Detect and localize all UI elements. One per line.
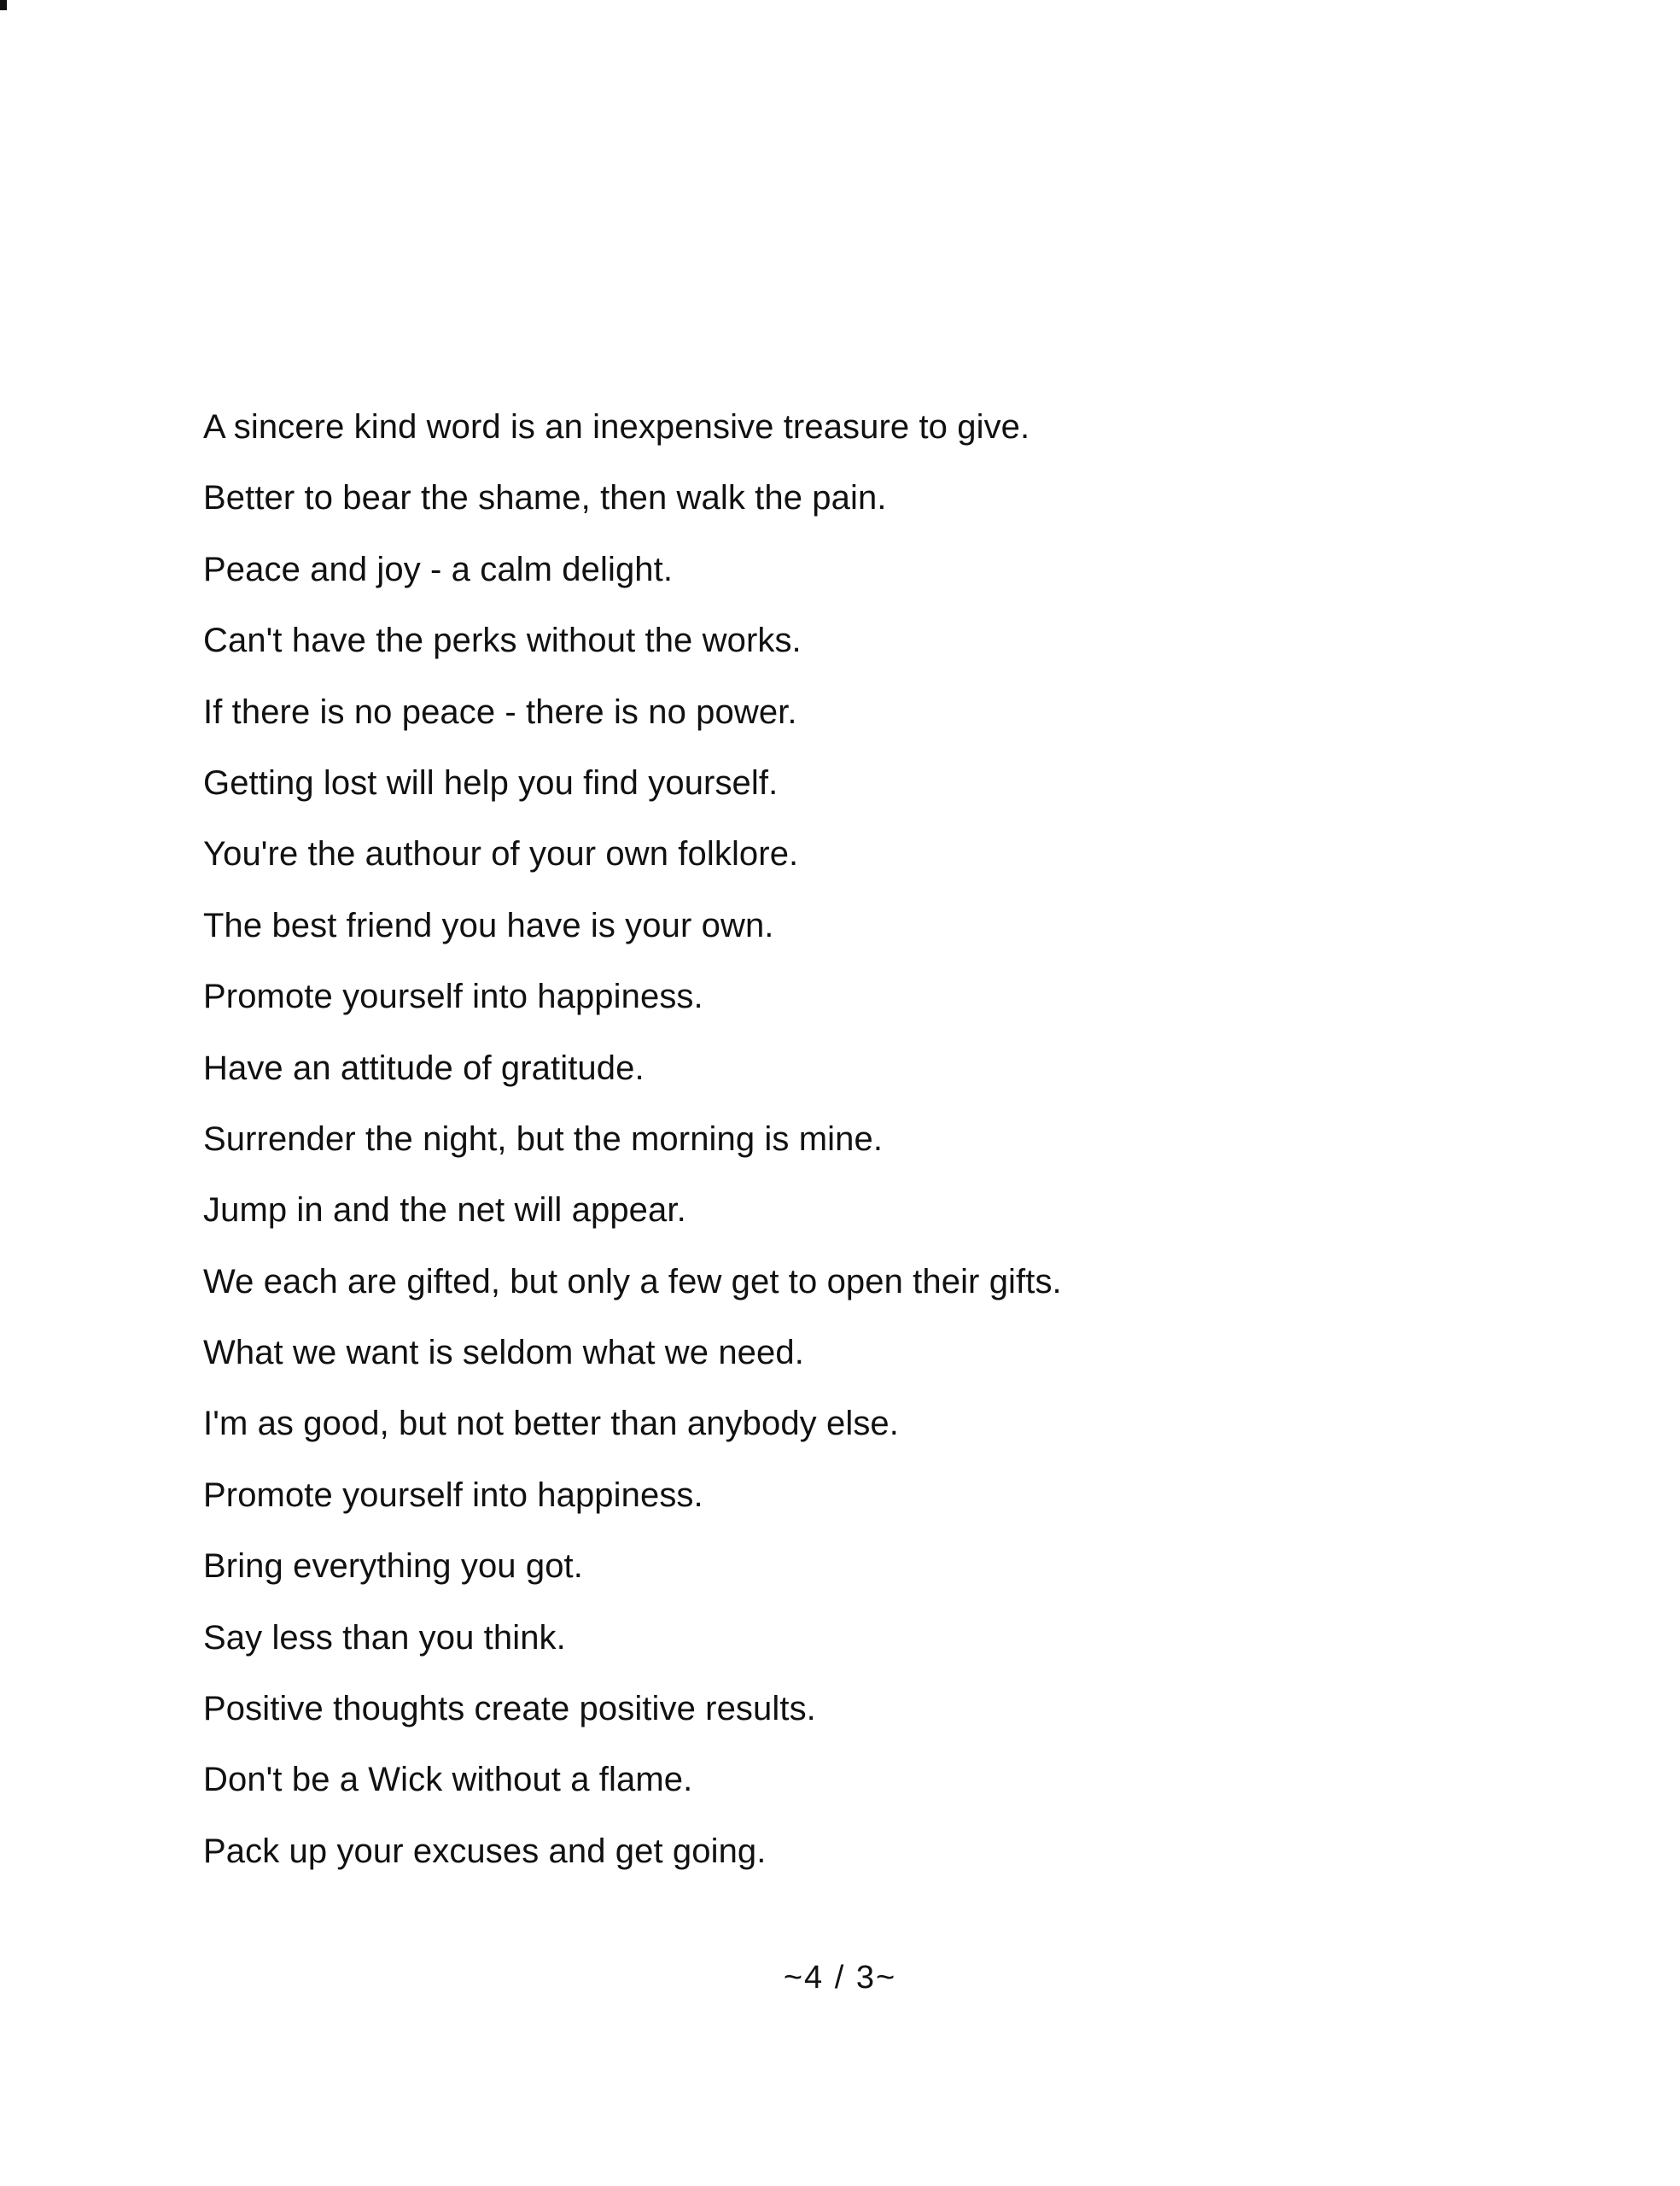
saying-line: Say less than you think. xyxy=(203,1618,566,1657)
saying-line: Getting lost will help you find yourself. xyxy=(203,763,779,802)
saying-line: You're the authour of your own folklore. xyxy=(203,835,799,874)
saying-line: Positive thoughts create positive results. xyxy=(203,1690,816,1728)
saying-line: Promote yourself into happiness. xyxy=(203,1476,703,1514)
scan-corner-mark xyxy=(0,0,7,10)
saying-line: Surrender the night, but the morning is mine. xyxy=(203,1119,884,1158)
saying-line: Don't be a Wick without a flame. xyxy=(203,1761,693,1799)
page-number: ~4 / 3~ xyxy=(783,1960,897,1996)
saying-line: A sincere kind word is an inexpensive treasure to give. xyxy=(203,408,1030,446)
saying-line: If there is no peace - there is no power. xyxy=(203,693,797,731)
saying-line: The best friend you have is your own. xyxy=(203,906,774,944)
saying-line: We each are gifted, but only a few get to open their gifts. xyxy=(203,1262,1062,1300)
saying-line: What we want is seldom what we need. xyxy=(203,1334,804,1372)
saying-line: Can't have the perks without the works. xyxy=(203,622,802,660)
saying-line: Have an attitude of gratitude. xyxy=(203,1049,645,1087)
sayings-list xyxy=(203,401,1062,1897)
saying-line: Better to bear the shame, then walk the pain. xyxy=(203,479,887,517)
saying-line: Jump in and the net will appear. xyxy=(203,1191,686,1230)
saying-line: Peace and joy - a calm delight. xyxy=(203,550,674,588)
saying-line: Promote yourself into happiness. xyxy=(203,978,703,1016)
saying-line: I'm as good, but not better than anybody else. xyxy=(203,1405,899,1443)
saying-line: Bring everything you got. xyxy=(203,1547,583,1586)
saying-line: Pack up your excuses and get going. xyxy=(203,1832,767,1870)
